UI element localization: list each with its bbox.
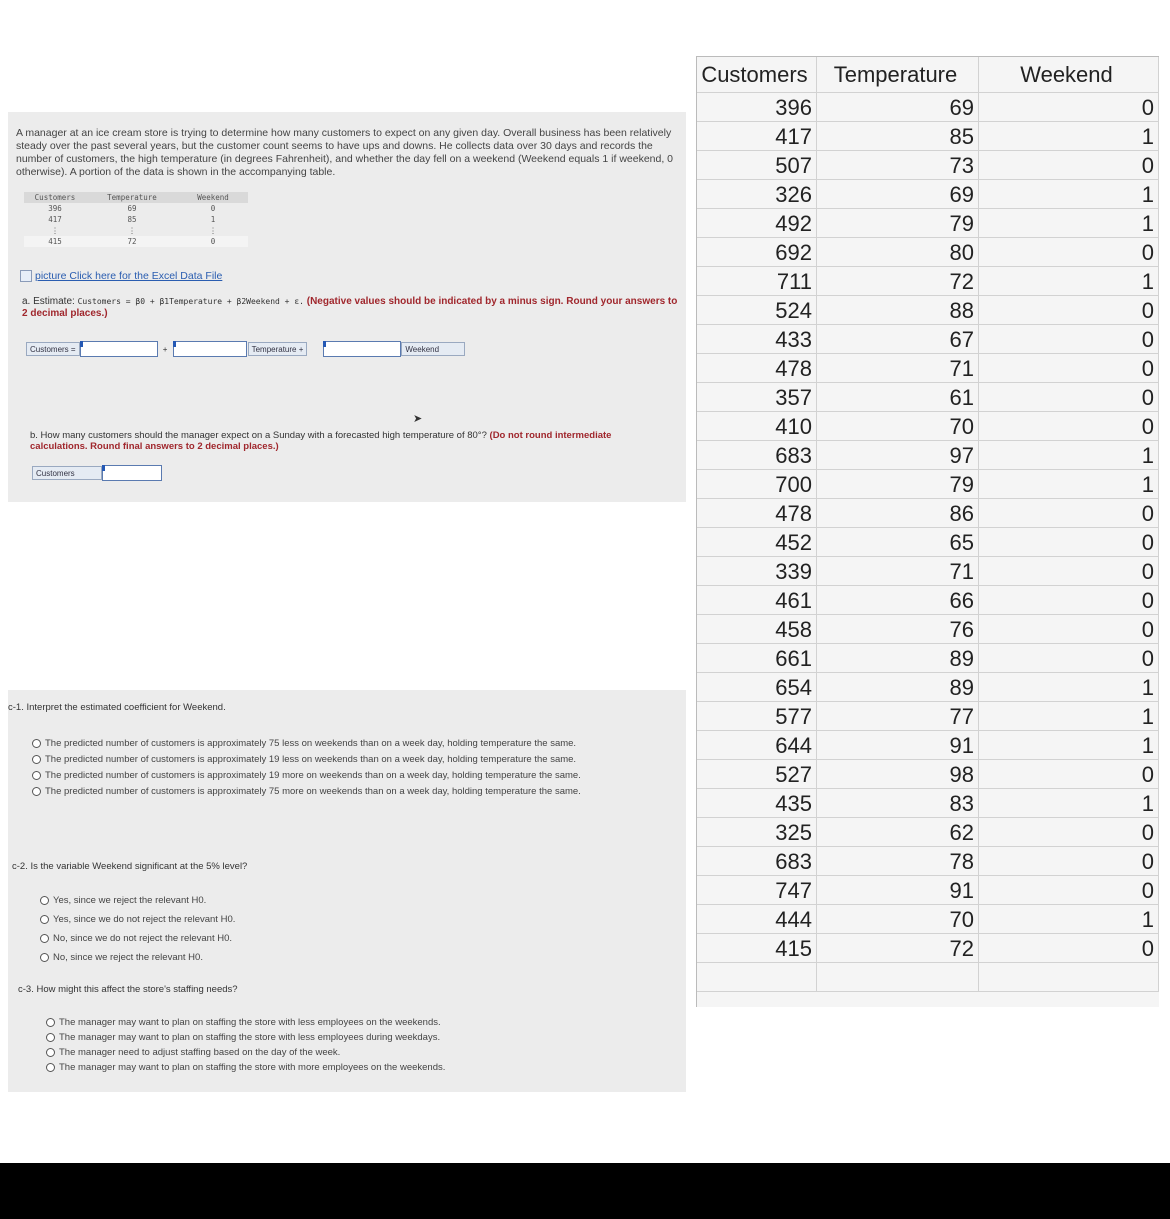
part-a-question [22, 296, 682, 320]
sheet-cell[interactable]: 654 [697, 673, 817, 702]
sheet-cell[interactable]: 417 [697, 122, 817, 151]
table-row [24, 214, 248, 225]
mini-table-header [24, 192, 248, 203]
sheet-cell[interactable]: 0 [979, 93, 1159, 122]
sheet-cell[interactable]: 65 [817, 528, 979, 557]
sheet-cell[interactable]: 0 [979, 644, 1159, 673]
plus-label: + [162, 344, 168, 354]
sheet-empty-cell[interactable] [697, 963, 817, 992]
regression-equation-row [26, 340, 480, 358]
sheet-cell[interactable]: 0 [979, 586, 1159, 615]
sheet-cell[interactable]: 69 [817, 180, 979, 209]
radio-option[interactable] [40, 895, 440, 906]
sheet-cell[interactable]: 71 [817, 557, 979, 586]
spreadsheet-data [696, 56, 1159, 1007]
part-a-instruction: (Negative values should be indicated by a minus sign. Round your answers to 2 decimal places.) [22, 296, 678, 319]
radio-button[interactable] [40, 934, 49, 943]
sheet-cell[interactable]: 396 [697, 93, 817, 122]
sheet-cell[interactable]: 692 [697, 238, 817, 267]
sheet-cell[interactable]: 492 [697, 209, 817, 238]
sheet-cell[interactable]: 478 [697, 354, 817, 383]
mini-cell: ⋮ [128, 226, 136, 235]
mini-cell: ⋮ [51, 226, 59, 235]
mini-cell: 72 [127, 237, 137, 246]
radio-button[interactable] [46, 1048, 55, 1057]
sheet-cell[interactable]: 683 [697, 441, 817, 470]
sheet-cell[interactable]: 1 [979, 905, 1159, 934]
part-c3-question: c-3. How might this affect the store's staffing needs? [18, 984, 238, 995]
sheet-cell[interactable]: 79 [817, 209, 979, 238]
question-panel-c [8, 690, 686, 1092]
sheet-cell[interactable]: 1 [979, 122, 1159, 151]
mini-cell: 0 [210, 237, 216, 246]
mini-header-customers: Customers [34, 193, 76, 202]
sheet-cell[interactable]: 452 [697, 528, 817, 557]
customers-equals-label: Customers = [26, 342, 80, 356]
sheet-cell[interactable]: 1 [979, 180, 1159, 209]
mini-cell: 85 [127, 215, 137, 224]
sheet-cell[interactable]: 76 [817, 615, 979, 644]
sheet-cell[interactable]: 661 [697, 644, 817, 673]
sheet-cell[interactable]: 70 [817, 905, 979, 934]
option-text: The manager may want to plan on staffing the store with less employees on the weekends. [59, 1017, 441, 1028]
sheet-cell[interactable]: 433 [697, 325, 817, 354]
sheet-cell[interactable]: 89 [817, 673, 979, 702]
option-text: The manager may want to plan on staffing the store with less employees during weekdays. [59, 1032, 441, 1043]
sheet-empty-cell[interactable] [979, 963, 1159, 992]
problem-intro: A manager at an ice cream store is trying to determine how many customers to expect on any given day. Overall business has been relatively steady over the past several years, but the customer count seems to have ups and downs. He collects data over 30 days and records the number of customers, the high temperature (in degrees Fahrenheit), and whether the day fell on a weekend (Weekend equals 1 if weekend, 0 otherwise). A portion of the data is shown in the accompanying table. [16, 127, 674, 178]
mini-header-weekend: Weekend [197, 193, 229, 202]
mouse-cursor-icon: ➤ [413, 413, 423, 425]
sheet-cell[interactable]: 0 [979, 934, 1159, 963]
sheet-cell[interactable]: 1 [979, 673, 1159, 702]
customers-label: Customers [32, 466, 102, 480]
radio-option[interactable] [40, 933, 440, 944]
part-c2-options [40, 895, 440, 971]
option-text: Yes, since we reject the relevant H0. [53, 895, 207, 906]
option-text: No, since we do not reject the relevant H0. [53, 933, 233, 944]
sheet-cell[interactable]: 83 [817, 789, 979, 818]
sheet-cell[interactable]: 415 [697, 934, 817, 963]
part-c1-options [32, 738, 632, 802]
sheet-cell[interactable]: 0 [979, 876, 1159, 905]
sheet-cell[interactable]: 85 [817, 122, 979, 151]
sheet-cell[interactable]: 1 [979, 267, 1159, 296]
temperature-coef-input[interactable] [173, 341, 247, 357]
sheet-header-temperature[interactable]: Temperature [817, 57, 979, 93]
sheet-cell[interactable]: 0 [979, 151, 1159, 180]
sheet-cell[interactable]: 1 [979, 470, 1159, 499]
sheet-cell[interactable]: 711 [697, 267, 817, 296]
part-a-model: Customers = β0 + β1Temperature + β2Weekend + ε. [77, 297, 304, 306]
excel-link-text: picture Click here for the Excel Data File [35, 270, 223, 282]
sheet-cell[interactable]: 72 [817, 934, 979, 963]
sheet-cell[interactable]: 77 [817, 702, 979, 731]
sheet-cell[interactable]: 1 [979, 731, 1159, 760]
sheet-cell[interactable]: 72 [817, 267, 979, 296]
sheet-header-customers[interactable]: Customers [697, 57, 817, 93]
sheet-cell[interactable]: 0 [979, 528, 1159, 557]
intercept-input[interactable] [80, 341, 158, 357]
sheet-cell[interactable]: 70 [817, 412, 979, 441]
radio-option[interactable] [46, 1062, 646, 1073]
sheet-cell[interactable]: 1 [979, 789, 1159, 818]
sheet-cell[interactable]: 357 [697, 383, 817, 412]
radio-option[interactable] [46, 1047, 646, 1058]
sheet-cell[interactable]: 0 [979, 296, 1159, 325]
radio-button[interactable] [32, 755, 41, 764]
mini-cell: ⋮ [209, 226, 217, 235]
sheet-cell[interactable]: 478 [697, 499, 817, 528]
sheet-cell[interactable]: 325 [697, 818, 817, 847]
sheet-cell[interactable]: 461 [697, 586, 817, 615]
sheet-cell[interactable]: 91 [817, 731, 979, 760]
radio-option[interactable] [46, 1017, 646, 1028]
sheet-cell[interactable]: 444 [697, 905, 817, 934]
mini-cell: 0 [210, 204, 216, 213]
sheet-cell[interactable]: 0 [979, 325, 1159, 354]
sheet-cell[interactable]: 91 [817, 876, 979, 905]
sheet-cell[interactable]: 0 [979, 847, 1159, 876]
temperature-plus-label: Temperature + [248, 342, 308, 356]
sheet-cell[interactable]: 435 [697, 789, 817, 818]
part-b-question-text: b. How many customers should the manager expect on a Sunday with a forecasted high temperature of 80°? [30, 430, 487, 441]
customers-forecast-input[interactable] [102, 465, 162, 481]
radio-button[interactable] [32, 771, 41, 780]
option-text: The manager need to adjust staffing based on the day of the week. [59, 1047, 341, 1058]
radio-option[interactable] [32, 786, 632, 797]
option-text: The predicted number of customers is approximately 19 less on weekends than on a week day, holding temperature the same. [45, 754, 577, 765]
part-c1-question: c-1. Interpret the estimated coefficient for Weekend. [8, 702, 226, 713]
option-text: The manager may want to plan on staffing the store with more employees on the weekends. [59, 1062, 446, 1073]
sheet-cell[interactable]: 458 [697, 615, 817, 644]
sheet-cell[interactable]: 0 [979, 760, 1159, 789]
sheet-cell[interactable]: 66 [817, 586, 979, 615]
mini-cell: 396 [48, 204, 62, 213]
part-b-question [30, 430, 650, 452]
radio-button[interactable] [40, 953, 49, 962]
mini-cell: 415 [48, 237, 62, 246]
option-text: No, since we reject the relevant H0. [53, 952, 203, 963]
sheet-cell[interactable]: 0 [979, 383, 1159, 412]
radio-button[interactable] [40, 915, 49, 924]
radio-option[interactable] [40, 914, 440, 925]
sheet-cell[interactable]: 0 [979, 412, 1159, 441]
sheet-cell[interactable]: 577 [697, 702, 817, 731]
sheet-cell[interactable]: 0 [979, 615, 1159, 644]
table-row [24, 203, 248, 214]
mini-cell: 69 [127, 204, 137, 213]
part-b-answer-row [32, 465, 162, 481]
radio-option[interactable] [40, 952, 440, 963]
option-text: Yes, since we do not reject the relevant H0. [53, 914, 236, 925]
sheet-cell[interactable]: 0 [979, 238, 1159, 267]
sheet-cell[interactable]: 80 [817, 238, 979, 267]
option-text: The predicted number of customers is approximately 75 less on weekends than on a week day, holding temperature the same. [45, 738, 577, 749]
sheet-cell[interactable]: 339 [697, 557, 817, 586]
sheet-cell[interactable]: 0 [979, 818, 1159, 847]
sheet-empty-cell[interactable] [817, 963, 979, 992]
sheet-cell[interactable]: 326 [697, 180, 817, 209]
sheet-header-weekend[interactable]: Weekend [979, 57, 1159, 93]
sheet-cell[interactable]: 524 [697, 296, 817, 325]
part-c3-options [46, 1017, 646, 1077]
sheet-cell[interactable]: 527 [697, 760, 817, 789]
sheet-cell[interactable]: 62 [817, 818, 979, 847]
radio-button[interactable] [32, 739, 41, 748]
sheet-cell[interactable]: 79 [817, 470, 979, 499]
sheet-cell[interactable]: 1 [979, 441, 1159, 470]
option-text: The predicted number of customers is approximately 75 more on weekends than on a week day, holding temperature the same. [45, 786, 581, 797]
radio-button[interactable] [46, 1063, 55, 1072]
sheet-cell[interactable]: 97 [817, 441, 979, 470]
sheet-cell[interactable]: 0 [979, 557, 1159, 586]
radio-option[interactable] [46, 1032, 646, 1043]
radio-option[interactable] [32, 770, 632, 781]
table-row [24, 225, 248, 236]
sheet-cell[interactable]: 71 [817, 354, 979, 383]
sheet-cell[interactable]: 747 [697, 876, 817, 905]
sheet-cell[interactable]: 98 [817, 760, 979, 789]
sheet-cell[interactable]: 410 [697, 412, 817, 441]
sheet-cell[interactable]: 700 [697, 470, 817, 499]
sheet-cell[interactable]: 507 [697, 151, 817, 180]
sheet-cell[interactable]: 78 [817, 847, 979, 876]
part-a-prefix: a. Estimate: [22, 296, 78, 307]
part-c2-question: c-2. Is the variable Weekend significant at the 5% level? [12, 861, 248, 872]
mini-cell: 417 [48, 215, 62, 224]
part-b-instruction: (Do not round intermediate calculations. Round final answers to 2 decimal places.) [30, 430, 612, 452]
mini-cell: 1 [210, 215, 216, 224]
question-panel-a [8, 112, 686, 502]
excel-data-link[interactable] [20, 270, 222, 282]
sheet-cell[interactable]: 683 [697, 847, 817, 876]
sheet-cell[interactable]: 1 [979, 702, 1159, 731]
sheet-cell[interactable]: 1 [979, 209, 1159, 238]
radio-button[interactable] [40, 896, 49, 905]
sheet-cell[interactable]: 61 [817, 383, 979, 412]
sheet-cell[interactable]: 0 [979, 354, 1159, 383]
mini-header-temperature: Temperature [107, 193, 157, 202]
option-text: The predicted number of customers is approximately 19 more on weekends than on a week day, holding temperature the same. [45, 770, 581, 781]
table-row [24, 236, 248, 247]
weekend-coef-input[interactable] [323, 341, 401, 357]
weekend-label: Weekend [401, 342, 465, 356]
sheet-cell[interactable]: 67 [817, 325, 979, 354]
radio-button[interactable] [46, 1018, 55, 1027]
mini-data-table [24, 192, 248, 247]
sheet-cell[interactable]: 89 [817, 644, 979, 673]
sheet-cell[interactable]: 86 [817, 499, 979, 528]
radio-option[interactable] [32, 754, 632, 765]
sheet-cell[interactable]: 88 [817, 296, 979, 325]
sheet-cell[interactable]: 644 [697, 731, 817, 760]
sheet-cell[interactable]: 73 [817, 151, 979, 180]
black-bottom-bar [0, 1163, 1170, 1219]
broken-image-icon [20, 270, 32, 282]
sheet-cell[interactable]: 69 [817, 93, 979, 122]
radio-button[interactable] [46, 1033, 55, 1042]
radio-option[interactable] [32, 738, 632, 749]
sheet-cell[interactable]: 0 [979, 499, 1159, 528]
radio-button[interactable] [32, 787, 41, 796]
